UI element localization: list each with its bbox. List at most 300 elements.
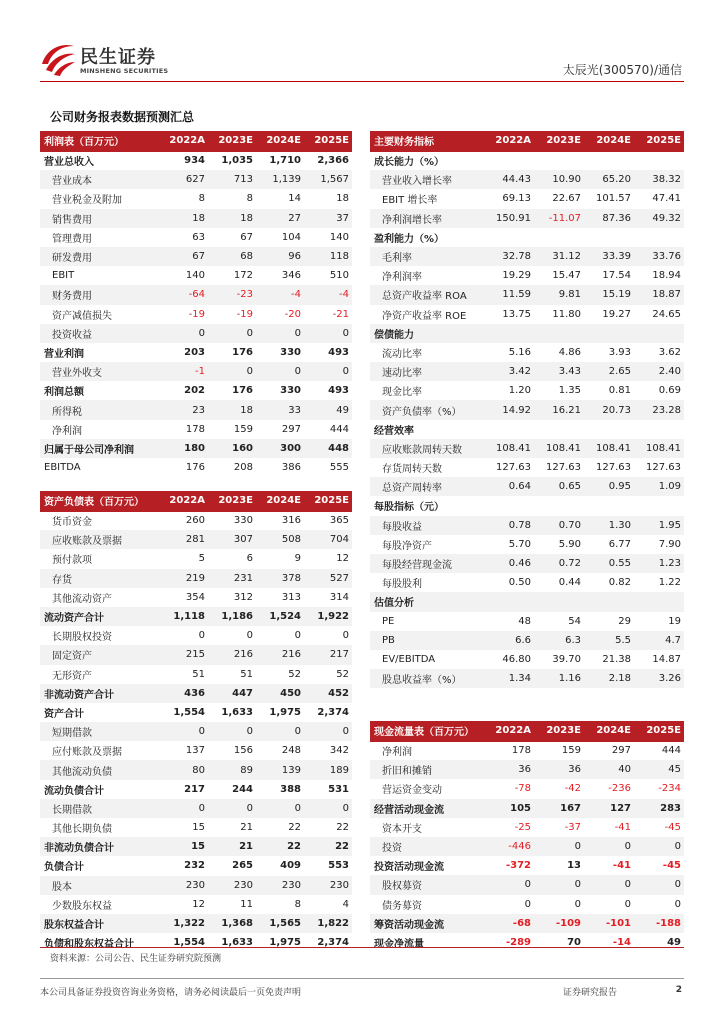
row-value: 1,565 bbox=[256, 914, 304, 933]
table-row bbox=[370, 799, 684, 818]
row-value: 12 bbox=[336, 553, 349, 565]
row-label: PE bbox=[382, 615, 395, 627]
row-value: 0.44 bbox=[558, 577, 581, 589]
year-header: 2024E bbox=[584, 131, 634, 151]
row-label: 净利润增长率 bbox=[370, 209, 484, 228]
row-value bbox=[584, 151, 634, 170]
row-label: 其他长期负债 bbox=[52, 824, 112, 836]
row-label: 偿债能力 bbox=[370, 324, 484, 343]
row-value bbox=[584, 324, 634, 343]
row-value: 297 bbox=[281, 423, 301, 435]
year-header: 2022A bbox=[160, 491, 208, 511]
row-value: 0 bbox=[208, 324, 256, 343]
row-value: 230 bbox=[304, 876, 352, 895]
row-label: 营业收入增长率 bbox=[370, 170, 484, 189]
row-value: 68 bbox=[208, 247, 256, 266]
row-value: 354 bbox=[185, 591, 205, 603]
row-value bbox=[634, 420, 684, 439]
row-value: 1,322 bbox=[160, 914, 208, 933]
row-value: 0.82 bbox=[608, 577, 631, 589]
row-value: 22 bbox=[304, 837, 352, 856]
year-header: 2025E bbox=[634, 131, 684, 151]
row-value: 9.81 bbox=[534, 285, 584, 304]
row-value: 0.70 bbox=[534, 516, 584, 535]
row-value: 46.80 bbox=[502, 653, 531, 665]
row-value: -68 bbox=[484, 914, 534, 933]
row-label: 经营活动现金流 bbox=[370, 799, 484, 818]
row-value: 627 bbox=[160, 170, 208, 189]
table-row bbox=[370, 209, 684, 228]
table-row bbox=[370, 151, 684, 170]
row-value: 444 bbox=[329, 423, 349, 435]
year-header: 2023E bbox=[534, 721, 584, 741]
row-value: 8 bbox=[246, 193, 253, 205]
row-value: 1.22 bbox=[658, 577, 681, 589]
table-row bbox=[40, 381, 352, 400]
row-value: 330 bbox=[280, 346, 301, 358]
table-row bbox=[40, 549, 352, 568]
row-value: 11.80 bbox=[552, 308, 581, 320]
row-value: 2.65 bbox=[584, 362, 634, 381]
row-label: 存货周转天数 bbox=[382, 464, 442, 476]
row-value: 0 bbox=[634, 837, 684, 856]
row-value: 0 bbox=[208, 799, 256, 818]
row-value: 137 bbox=[185, 745, 205, 757]
table-row bbox=[370, 362, 684, 381]
row-value: 0.50 bbox=[508, 577, 531, 589]
row-value: 0 bbox=[304, 362, 352, 381]
row-value: 493 bbox=[328, 346, 349, 358]
row-value: 0 bbox=[674, 898, 681, 910]
row-value: 52 bbox=[336, 668, 349, 680]
row-value bbox=[584, 592, 634, 611]
row-value: 215 bbox=[160, 645, 208, 664]
row-value: 452 bbox=[304, 684, 352, 703]
row-value: 14.87 bbox=[652, 653, 681, 665]
row-value: -25 bbox=[514, 821, 531, 833]
table-row bbox=[370, 573, 684, 592]
row-label: 估值分析 bbox=[370, 592, 484, 611]
table-row bbox=[40, 933, 352, 952]
row-value: -37 bbox=[564, 821, 581, 833]
row-label: 每股指标（元） bbox=[374, 502, 444, 514]
row-value: 108.41 bbox=[484, 439, 534, 458]
row-value: 313 bbox=[281, 591, 301, 603]
row-value: 6.3 bbox=[534, 631, 584, 650]
row-value: 0.69 bbox=[658, 385, 681, 397]
section-title: 公司财务报表数据预测汇总 bbox=[50, 110, 195, 124]
table-row bbox=[40, 684, 352, 703]
row-value: 31.12 bbox=[534, 247, 584, 266]
row-label: 营运资金变动 bbox=[382, 785, 442, 797]
year-header: 2022A bbox=[484, 721, 534, 741]
row-value: 0 bbox=[524, 898, 531, 910]
row-value: 0 bbox=[160, 799, 208, 818]
row-value: 4.7 bbox=[634, 631, 684, 650]
row-value: -14 bbox=[612, 936, 631, 948]
row-value: 1,368 bbox=[208, 914, 256, 933]
row-value: 15 bbox=[160, 837, 208, 856]
row-value: 2.40 bbox=[634, 362, 684, 381]
year-header: 2025E bbox=[634, 721, 684, 741]
row-label: 流动比率 bbox=[382, 348, 422, 360]
table-row bbox=[370, 837, 684, 856]
row-value: 1,554 bbox=[173, 937, 205, 949]
table-row bbox=[40, 741, 352, 760]
row-label: 存货 bbox=[40, 569, 160, 588]
row-value: 448 bbox=[304, 439, 352, 458]
row-value: 1,922 bbox=[304, 607, 352, 626]
row-label: 折旧和摊销 bbox=[370, 760, 484, 779]
row-value: 33 bbox=[256, 400, 304, 419]
row-value: 202 bbox=[184, 385, 205, 397]
row-value: 96 bbox=[256, 247, 304, 266]
table-row bbox=[40, 626, 352, 645]
row-value: 0 bbox=[584, 837, 634, 856]
table-row bbox=[370, 650, 684, 669]
row-value bbox=[584, 228, 634, 247]
row-value: -45 bbox=[662, 860, 681, 872]
row-label: 资产合计 bbox=[44, 708, 84, 720]
row-value: 89 bbox=[208, 760, 256, 779]
row-value: 150.91 bbox=[484, 209, 534, 228]
table-title: 现金流量表（百万元） bbox=[370, 721, 484, 741]
row-value: 208 bbox=[233, 462, 253, 474]
row-value: 2,366 bbox=[304, 151, 352, 170]
table-header-row bbox=[370, 131, 684, 151]
row-value: 17.54 bbox=[602, 270, 631, 282]
row-value: 65.20 bbox=[584, 170, 634, 189]
table-row bbox=[40, 439, 352, 458]
row-value: 32.78 bbox=[484, 247, 534, 266]
row-value: 553 bbox=[328, 860, 349, 872]
row-value bbox=[634, 324, 684, 343]
row-value: -109 bbox=[534, 914, 584, 933]
row-value: 216 bbox=[256, 645, 304, 664]
year-header: 2022A bbox=[484, 131, 534, 151]
row-value bbox=[634, 151, 684, 170]
row-value: 16.21 bbox=[534, 400, 584, 419]
row-value: 1,118 bbox=[160, 607, 208, 626]
row-value: 3.43 bbox=[534, 362, 584, 381]
row-value: 13 bbox=[567, 860, 581, 872]
row-value: 33.39 bbox=[584, 247, 634, 266]
row-label: 净利润率 bbox=[382, 272, 422, 284]
row-value: 1,822 bbox=[304, 914, 352, 933]
table-row bbox=[370, 170, 684, 189]
row-value bbox=[484, 496, 534, 515]
row-value: 300 bbox=[256, 439, 304, 458]
table-row bbox=[40, 607, 352, 626]
row-value: 21.38 bbox=[602, 653, 631, 665]
row-label: EV/EBITDA bbox=[382, 653, 436, 665]
row-value: 1.35 bbox=[558, 385, 581, 397]
balance-sheet-table bbox=[40, 491, 352, 952]
table-row bbox=[370, 247, 684, 266]
row-value: -11.07 bbox=[534, 209, 584, 228]
row-value: 230 bbox=[208, 876, 256, 895]
row-value: 67 bbox=[240, 231, 253, 243]
row-label: 投资活动现金流 bbox=[374, 862, 444, 874]
row-value: 104 bbox=[281, 231, 301, 243]
table-row bbox=[370, 439, 684, 458]
row-value: 22 bbox=[256, 837, 304, 856]
row-value: 203 bbox=[184, 346, 205, 358]
row-value: 63 bbox=[192, 231, 205, 243]
table-row bbox=[40, 530, 352, 549]
row-value: 1.95 bbox=[634, 516, 684, 535]
table-row bbox=[370, 496, 684, 515]
row-value: 436 bbox=[160, 684, 208, 703]
row-label: 长期借款 bbox=[40, 799, 160, 818]
row-label: 流动负债合计 bbox=[44, 785, 104, 797]
row-label: 投资 bbox=[370, 837, 484, 856]
row-value: 18.94 bbox=[652, 270, 681, 282]
row-value: 6 bbox=[246, 553, 253, 565]
table-row bbox=[40, 285, 352, 304]
row-value: 330 bbox=[208, 511, 256, 530]
table-row bbox=[40, 170, 352, 189]
row-value: 5.90 bbox=[558, 538, 581, 550]
row-label: 总资产收益率 ROA bbox=[370, 285, 484, 304]
row-label: 归属于母公司净利润 bbox=[40, 439, 160, 458]
row-label: 净利润 bbox=[370, 741, 484, 760]
row-label: 总资产周转率 bbox=[370, 477, 484, 496]
row-label: 成长能力（%） bbox=[370, 151, 484, 170]
row-value: 159 bbox=[233, 423, 253, 435]
row-value: 217 bbox=[304, 645, 352, 664]
table-row bbox=[40, 818, 352, 837]
table-row bbox=[370, 856, 684, 875]
row-value: -41 bbox=[612, 860, 631, 872]
table-row bbox=[370, 477, 684, 496]
row-value: -101 bbox=[584, 914, 634, 933]
row-label: 销售费用 bbox=[40, 209, 160, 228]
row-value: 5.5 bbox=[584, 631, 634, 650]
row-value: -289 bbox=[505, 936, 531, 948]
table-row bbox=[370, 535, 684, 554]
row-label: 负债和股东权益合计 bbox=[44, 939, 134, 951]
row-value: 22 bbox=[336, 822, 349, 834]
row-label: 债务募资 bbox=[382, 900, 422, 912]
row-value: 0 bbox=[574, 898, 581, 910]
row-value: 5.16 bbox=[508, 346, 531, 358]
row-value: 127.63 bbox=[496, 462, 531, 474]
row-label: 毛利率 bbox=[370, 247, 484, 266]
row-value: 0 bbox=[534, 837, 584, 856]
row-value: 69.13 bbox=[502, 193, 531, 205]
table-row bbox=[40, 400, 352, 419]
table-row bbox=[370, 400, 684, 419]
row-value: 22.67 bbox=[552, 193, 581, 205]
row-value: 18 bbox=[208, 400, 256, 419]
table-row bbox=[40, 722, 352, 741]
row-value: 248 bbox=[281, 745, 301, 757]
row-value: 388 bbox=[280, 783, 301, 795]
table-row bbox=[370, 612, 684, 631]
row-value: 159 bbox=[534, 741, 584, 760]
row-value: 118 bbox=[304, 247, 352, 266]
row-value: 18.87 bbox=[634, 285, 684, 304]
table-header-row bbox=[40, 131, 352, 151]
footer-report-type: 证券研究报告 bbox=[563, 988, 618, 998]
row-value: 0 bbox=[198, 630, 205, 642]
row-value: -21 bbox=[332, 308, 349, 320]
row-value: 297 bbox=[584, 741, 634, 760]
row-value: 180 bbox=[160, 439, 208, 458]
row-value: 2,374 bbox=[317, 937, 349, 949]
table-row bbox=[40, 837, 352, 856]
table-row bbox=[40, 876, 352, 895]
row-value bbox=[484, 324, 534, 343]
row-value: 139 bbox=[256, 760, 304, 779]
row-value: 0 bbox=[534, 875, 584, 894]
row-value: 49 bbox=[667, 936, 681, 948]
row-value: 127.63 bbox=[596, 462, 631, 474]
table-row bbox=[370, 516, 684, 535]
row-value: 44.43 bbox=[484, 170, 534, 189]
row-label: 现金比率 bbox=[382, 387, 422, 399]
row-value: 386 bbox=[281, 462, 301, 474]
row-value: 216 bbox=[208, 645, 256, 664]
row-value: 555 bbox=[329, 462, 349, 474]
row-value: 1,554 bbox=[173, 706, 205, 718]
year-header: 2024E bbox=[256, 491, 304, 511]
row-value: 48 bbox=[518, 615, 531, 627]
row-value: 0 bbox=[256, 799, 304, 818]
table-row bbox=[370, 266, 684, 285]
table-row bbox=[370, 458, 684, 477]
row-value: 5.70 bbox=[508, 538, 531, 550]
row-label: 货币资金 bbox=[40, 511, 160, 530]
row-value: 189 bbox=[304, 760, 352, 779]
table-row bbox=[40, 703, 352, 722]
row-value: 67 bbox=[160, 247, 208, 266]
row-value: 19.29 bbox=[502, 270, 531, 282]
row-value: 108.41 bbox=[584, 439, 634, 458]
row-value: 23 bbox=[160, 400, 208, 419]
row-value: -4 bbox=[304, 285, 352, 304]
row-value: 0.55 bbox=[584, 554, 634, 573]
row-value: 346 bbox=[281, 270, 301, 282]
table-row bbox=[40, 189, 352, 208]
row-value: 156 bbox=[233, 745, 253, 757]
row-value: 409 bbox=[280, 860, 301, 872]
row-value: 316 bbox=[256, 511, 304, 530]
row-label: 预付款项 bbox=[52, 555, 92, 567]
row-label: 长期股权投资 bbox=[52, 632, 112, 644]
row-value: 307 bbox=[208, 530, 256, 549]
row-value: 3.62 bbox=[658, 346, 681, 358]
row-value bbox=[634, 592, 684, 611]
row-value: -188 bbox=[634, 914, 684, 933]
row-label: 无形资产 bbox=[52, 670, 92, 682]
page-number: 2 bbox=[675, 985, 682, 995]
row-value: 330 bbox=[280, 385, 301, 397]
row-value: 176 bbox=[232, 346, 253, 358]
row-value: 230 bbox=[256, 876, 304, 895]
row-value: 314 bbox=[329, 591, 349, 603]
row-value: 52 bbox=[288, 668, 301, 680]
row-label: 营业税金及附加 bbox=[52, 195, 122, 207]
row-value: 713 bbox=[208, 170, 256, 189]
row-value: 510 bbox=[329, 270, 349, 282]
row-label: 股息收益率（%） bbox=[370, 669, 484, 688]
row-value: 1,710 bbox=[256, 151, 304, 170]
row-label: 净利润 bbox=[52, 425, 82, 437]
row-label: 短期借款 bbox=[40, 722, 160, 741]
row-value: 1.34 bbox=[484, 669, 534, 688]
table-row bbox=[370, 895, 684, 914]
row-value: 15.47 bbox=[552, 270, 581, 282]
row-value: 1,633 bbox=[221, 937, 253, 949]
row-value: 1,524 bbox=[256, 607, 304, 626]
row-value: -446 bbox=[484, 837, 534, 856]
row-value: 15.19 bbox=[584, 285, 634, 304]
row-value: 447 bbox=[208, 684, 256, 703]
row-value: 1.23 bbox=[634, 554, 684, 573]
row-value: 36 bbox=[534, 760, 584, 779]
row-value: -19 bbox=[236, 308, 253, 320]
row-value: -372 bbox=[505, 860, 531, 872]
year-header: 2023E bbox=[208, 491, 256, 511]
row-value: 14.92 bbox=[484, 400, 534, 419]
row-value: 1.30 bbox=[584, 516, 634, 535]
income-statement-table bbox=[40, 131, 352, 477]
row-value: 1.09 bbox=[634, 477, 684, 496]
row-label: 净资产收益率 ROE bbox=[382, 310, 467, 322]
row-value: 36 bbox=[484, 760, 534, 779]
table-row bbox=[370, 933, 684, 952]
row-value: 0.81 bbox=[608, 385, 631, 397]
row-label: 应付账款及票据 bbox=[52, 747, 122, 759]
row-label: 每股经营现金流 bbox=[370, 554, 484, 573]
row-value: 450 bbox=[256, 684, 304, 703]
row-label: 应收账款及票据 bbox=[40, 530, 160, 549]
row-value: 493 bbox=[328, 385, 349, 397]
table-row bbox=[40, 151, 352, 170]
table-row bbox=[40, 760, 352, 779]
table-row bbox=[370, 669, 684, 688]
table-title: 资产负债表（百万元） bbox=[40, 491, 160, 511]
row-label: 速动比率 bbox=[370, 362, 484, 381]
cash-flow-table bbox=[370, 721, 684, 952]
row-value: 1,186 bbox=[208, 607, 256, 626]
logo-english-name: MINSHENG SECURITIES bbox=[80, 67, 169, 75]
row-value bbox=[634, 228, 684, 247]
row-label: 应收账款周转天数 bbox=[370, 439, 484, 458]
table-row bbox=[370, 760, 684, 779]
row-label: 资产负债率（%） bbox=[370, 400, 484, 419]
row-value: 6.6 bbox=[484, 631, 534, 650]
row-label: 少数股东权益 bbox=[52, 900, 112, 912]
row-value: 217 bbox=[184, 783, 205, 795]
row-value: 18 bbox=[336, 193, 349, 205]
footer-divider bbox=[40, 978, 684, 979]
row-value: 4.86 bbox=[558, 346, 581, 358]
row-label: 股东权益合计 bbox=[40, 914, 160, 933]
row-label: 每股收益 bbox=[370, 516, 484, 535]
row-value: -1 bbox=[160, 362, 208, 381]
row-label: 营业外收支 bbox=[40, 362, 160, 381]
row-label: 股权募资 bbox=[370, 875, 484, 894]
table-row bbox=[40, 569, 352, 588]
row-value: 0 bbox=[294, 630, 301, 642]
row-value: 0 bbox=[624, 898, 631, 910]
row-value: 160 bbox=[208, 439, 256, 458]
row-value: 140 bbox=[329, 231, 349, 243]
table-row bbox=[40, 458, 352, 477]
